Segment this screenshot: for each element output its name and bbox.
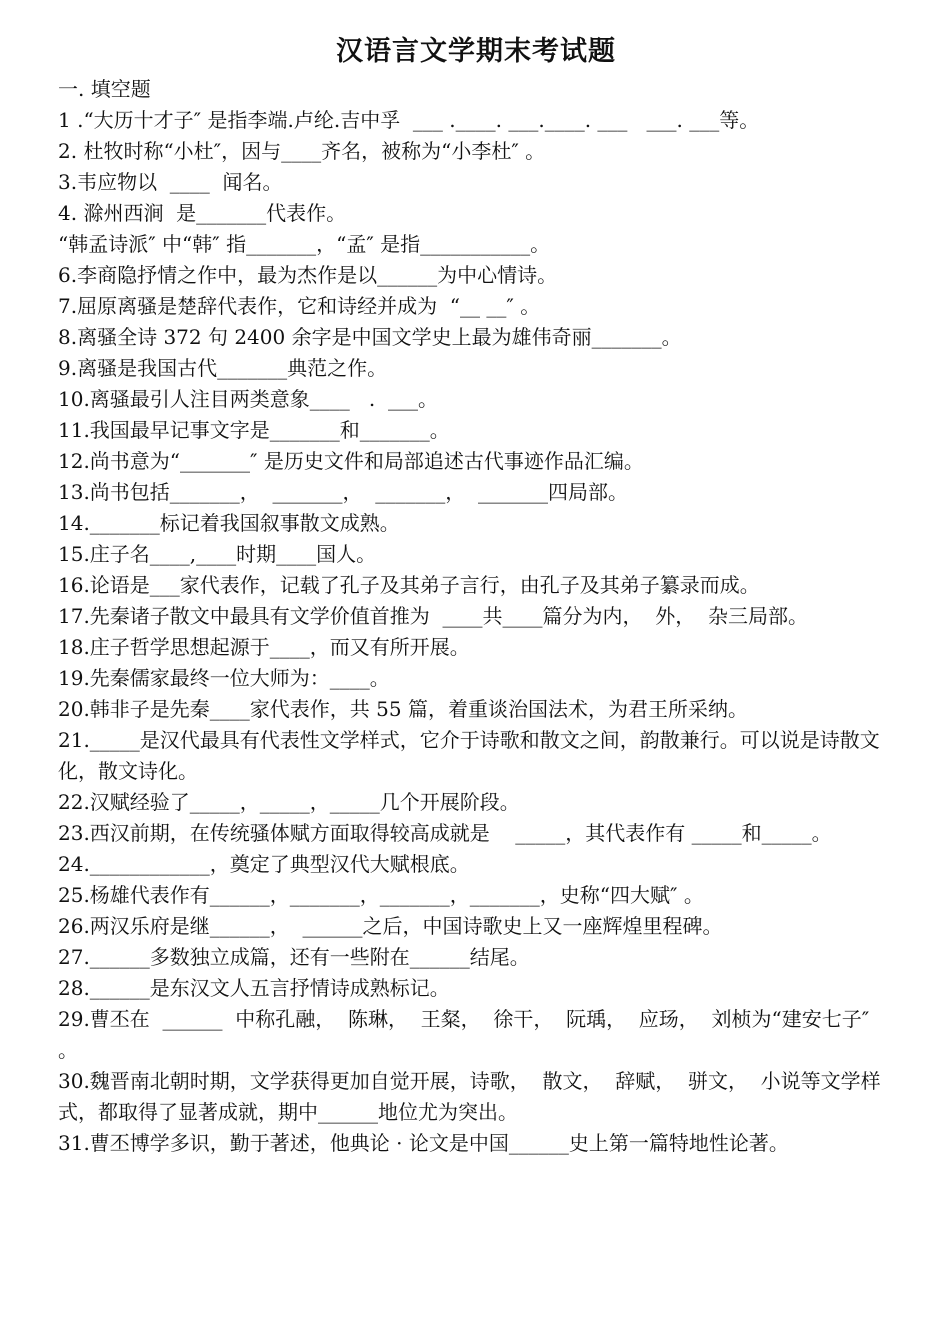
question-item: 27.______多数独立成篇，还有一些附在______结尾。 [58, 945, 530, 969]
question-item: “韩孟诗派″ 中“韩″ 指_______，“孟″ 是指___________。 [58, 232, 551, 256]
question-item: 16.论语是___家代表作，记载了孔子及其弟子言行，由孔子及其弟子纂录而成。 [58, 573, 760, 597]
page-title: 汉语言文学期末考试题 [336, 36, 616, 67]
question-item: 15.庄子名____,____时期____国人。 [58, 542, 377, 566]
question-item: 9.离骚是我国古代_______典范之作。 [58, 356, 388, 380]
question-item: 17.先秦诸子散文中最具有文学价值首推为 ____共____篇分为内， 外， 杂三局部。 [58, 604, 808, 628]
question-item: 21._____是汉代最具有代表性文学样式，它介于诗歌和散文之间，韵散兼行。可以说是诗散文化，散文诗化。 [58, 728, 880, 783]
question-item: 23.西汉前期，在传统骚体赋方面取得较高成就是 _____，其代表作有 _____和_____。 [58, 821, 832, 845]
question-item: 19.先秦儒家最终一位大师为：____。 [58, 666, 390, 690]
question-item: 3.韦应物以 ____ 闻名。 [58, 170, 283, 194]
question-item: 18.庄子哲学思想起源于____，而又有所开展。 [58, 635, 470, 659]
question-item: 31.曹丕博学多识，勤于著述，他典论 · 论文是中国______史上第一篇特地性论著。 [58, 1131, 789, 1155]
question-item: 11.我国最早记事文字是_______和_______。 [58, 418, 450, 442]
question-item: 28.______是东汉文人五言抒情诗成熟标记。 [58, 976, 450, 1000]
question-item: 12.尚书意为“_______″ 是历史文件和局部追述古代事迹作品汇编。 [58, 449, 644, 473]
question-item: 20.韩非子是先秦____家代表作，共 55 篇，着重谈治国法术，为君王所采纳。 [58, 697, 748, 721]
question-item: 6.李商隐抒情之作中，最为杰作是以______为中心情诗。 [58, 263, 558, 287]
question-item: 1 .“大历十才子″ 是指李端.卢纶.吉中孚 ___ .____. ___.____. ___ ___. ___等。 [58, 108, 760, 132]
question-item: 13.尚书包括_______， _______， _______， _______四局部。 [58, 480, 628, 504]
question-item: 4. 滁州西涧 是_______代表作。 [58, 201, 347, 225]
question-item: 30.魏晋南北朝时期，文学获得更加自觉开展，诗歌， 散文， 辞赋， 骈文， 小说等文学样式，都取得了显著成就，期中______地位尤为突出。 [58, 1069, 881, 1124]
question-item: 29.曹丕在 ______ 中称孔融， 陈琳， 王粲， 徐干， 阮瑀， 应玚， 刘桢为“建安七子″ 。 [58, 1007, 876, 1062]
question-item: 24.____________，奠定了典型汉代大赋根底。 [58, 852, 470, 876]
question-item: 7.屈原离骚是楚辞代表作，它和诗经并成为 “__ __″ 。 [58, 294, 541, 318]
question-item: 10.离骚最引人注目两类意象____ . ___。 [58, 387, 438, 411]
question-item: 8.离骚全诗 372 句 2400 余字是中国文学史上最为雄伟奇丽_______。 [58, 325, 682, 349]
question-item: 2. 杜牧时称“小杜″，因与____齐名，被称为“小李杜″ 。 [58, 139, 546, 163]
question-item: 26.两汉乐府是继______， ______之后，中国诗歌史上又一座辉煌里程碑。 [58, 914, 723, 938]
section-heading: 一. 填空题 [58, 77, 151, 101]
question-list [58, 105, 894, 1159]
exam-page [58, 30, 894, 1159]
question-item: 22.汉赋经验了_____，_____，_____几个开展阶段。 [58, 790, 520, 814]
question-item: 14._______标记着我国叙事散文成熟。 [58, 511, 400, 535]
question-item: 25.杨雄代表作有______，_______，_______，_______，史称“四大赋″ 。 [58, 883, 704, 907]
